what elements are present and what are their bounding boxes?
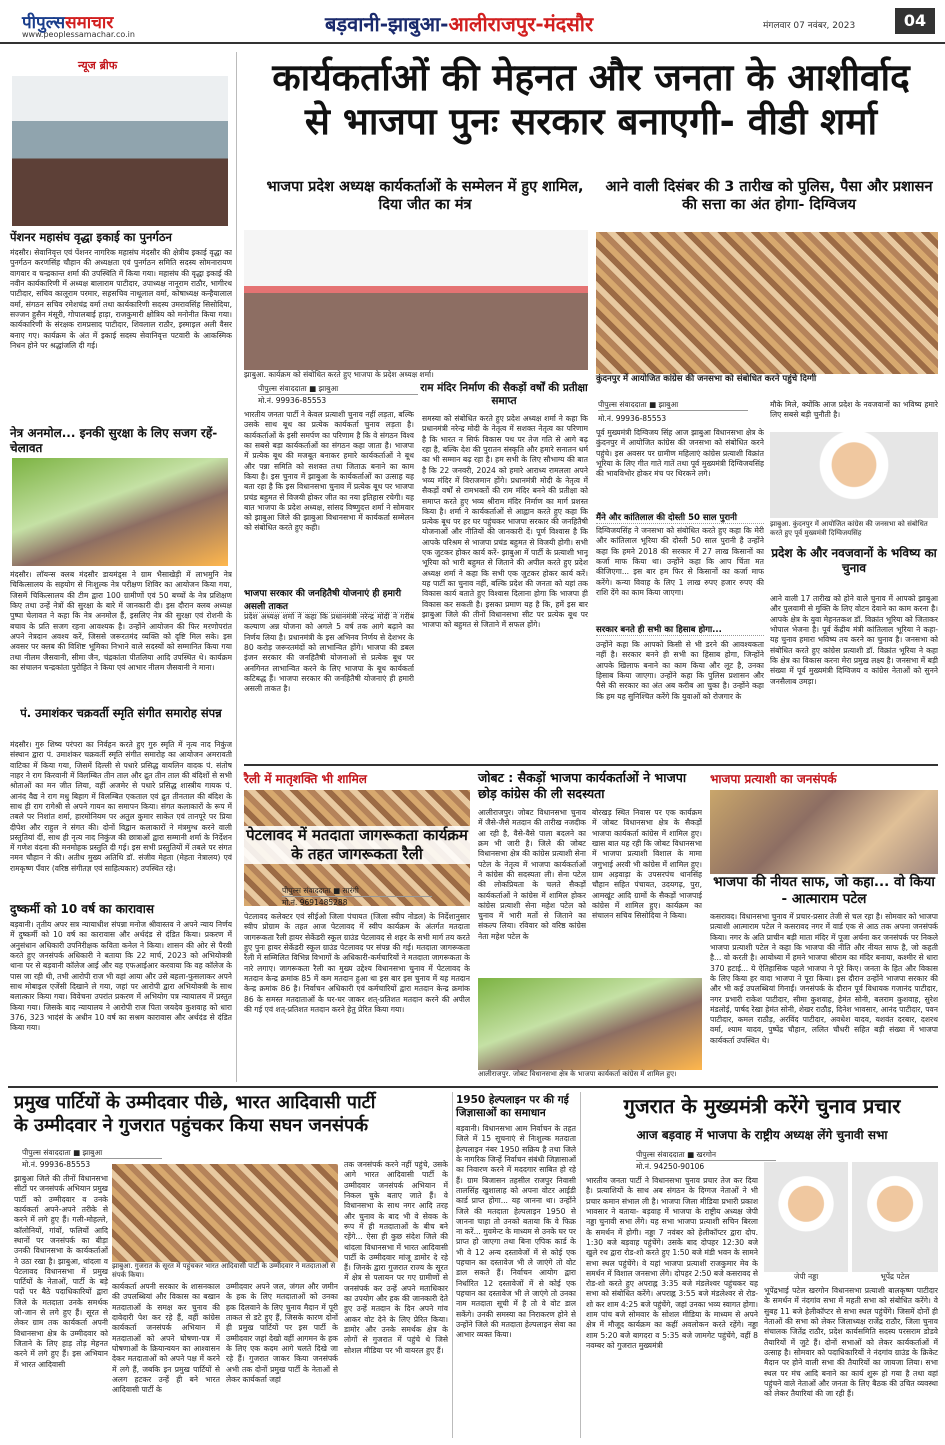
lead-left-text-3: समस्या को संबोधित करते हुए प्रदेश अध्यक्ष शर्मा ने कहा कि प्रधानमंत्री नरेन्द्र मोदी के नेतृत्व में सशक्त नेतृत्व का परिणाम है कि भारत न सिर्फ विकास पथ पर तेज गति से आगे बढ़ रहा है, बल्कि देश की पुरातन संस्कृति और हमारे सनातन धर्म का भी सम्मान बढ़ रहा है। हम सभी के लिए सौभाग्य की बात है कि 22 जनवरी, 2024 को हमारे आराध्य रामलला अपने भव्य मंदिर में विराजमान होंगे। प्रधानमंत्री मोदी के नेतृत्व में सैकड़ों वर्षों से रामभक्तों की राम मंदिर बनने की प्रतीक्षा को समाप्त करते हुए भव्य श्रीराम मंदिर निर्माण का मार्ग प्रशस्त किया है। शर्मा ने कार्यकर्ताओं से आह्वान करते हुए कहा कि प्रत्येक बूथ पर हर घर पहुंचकर भाजपा सरकार की जनहितैषी योजनाओं और नीतियों की जानकारी दें। पूर्ण विश्वास है कि आपके परिश्रम से भाजपा प्रचंड बहुमत से विजयी होगी। सभी एक जुटकर होकर कार्य करें- झाबुआ में पार्टी के प्रत्याशी भानू भूरिया को भारी बहुमत से जिताने की अपील करते हुए प्रदेश अध्यक्ष शर्मा ने कहा कि सभी एक जुटकर होकर कार्य करें। यह पार्टी का चुनाव नहीं, बल्कि प्रदेश की जनता को यहां तक विकास कार्य बताते हुए विश्वास दिलाना होगा कि भाजपा ही विकास कर सकती है। इसका प्रमाण यह है कि, हमें इस बार झाबुआ जिले की तीनों विधानसभा सीट पर प्रत्येक बूथ पर भाजपा को बहुमत से जिताने में सफल होंगे। <box>422 414 588 630</box>
brief1-title: पेंशनर महासंघ वृद्धा इकाई का पुनर्गठन <box>10 230 172 244</box>
edition-title: बड़वानी-झाबुआ-आलीराजपुर-मंदसौर <box>325 12 594 36</box>
rally-byline: पीपुल्स संवाददाता ■ सारंगी <box>282 886 432 897</box>
lead-right-mobile: मो.नं. 99936-85553 <box>598 414 667 423</box>
lead-right-side-text: आने वाली 17 तारीख को होने वाले चुनाव में आपको झाबुआ और पुलवामी से मुक्ति के लिए वोटन देवाने का काम करना है। आपके क्षेत्र के युवा मेहनतकश डॉ. विक्रांत भूरिया को जिताकर भोपाल भेजना है। पूर्व केंद्रीय मंत्री कांतिलाल भूरिया ने कहा- यह चुनाव हमारा भविष्य तय करने का चुनाव है। जनसभा को संबोधित करते हुए कांग्रेस प्रत्याशी डॉ. विक्रांत भूरिया ने कहा कि क्षेत्र का विकास करना मेरा प्रमुख लक्ष्य है। जनसभा में बड़ी संख्या में पूर्व मुख्यमंत्री दिग्विजय व कांग्रेस नेताओं को सुनने जनसैलाब उमड़ा। <box>770 594 938 686</box>
bjp-conference-photo <box>244 230 588 370</box>
page-number: 04 <box>895 8 935 34</box>
rally-headline: पेटलावद में मतदाता जागरूकता कार्यक्रम के तहत जागरूकता रैली <box>244 826 470 864</box>
adivasi-photo <box>112 1164 338 1262</box>
section-rule <box>244 764 938 766</box>
contact-photo <box>710 790 938 874</box>
jobat-text-2: बोरखड़ स्थित निवास पर एक कार्यक्रम में जोबट विधानसभा क्षेत्र के सैकड़ों भाजपा कार्यकर्ता कांग्रेस में शामिल हुए। खास बात यह रही कि जोबट विधानसभा में भाजपा प्रत्याशी विशाल के मामा जगुभाई अरवी भी कांग्रेस में शामिल हुए। ग्राम अड़वाड़ा के उपसरपंच थानसिंह चौहान सहित पंचायत, उदयगढ़, पुरा, आमखूंट आदि ग्रामों के सैकड़ों भाजपाई कांग्रेस में शामिल हुए। कार्यक्रम का संचालन सचिव सिसोदिया ने किया। <box>592 808 702 921</box>
nadda-caption: जेपी नड्डा <box>764 1272 848 1282</box>
lead-right-subhead: आने वाली दिसंबर की 3 तारीख को पुलिस, पैसा और प्रशासन की सत्ता का अंत होगा- दिग्विजय <box>605 179 933 214</box>
friendship-subheading: मैंने और कांतिलाल की दोस्ती 50 साल पुरानी <box>596 512 764 524</box>
gujarat-text-2: भूपेंद्रभाई पटेल खरगोन विधानसभा प्रत्याशी बालकृष्ण पाटीदार के समर्थन में नंदगांव सभा में महती सभा को संबोधित करेंगे। वे सुबह 11 बजे हेलीकॉप्टर से सभा स्थल पहुंचेंगे। जिसमें दोनों ही नेताओं की सभा को लेकर जिलाध्यक्ष राजेंद्र राठौर, जिला चुनाव संचालक जितेंद्र राठौर, प्रदेश कार्यसमिति सदस्य परसराम डोडवे तैयारियों में जुटे हैं। दोनों सभाओं को लेकर कार्यकर्ताओं में उत्साह है। सोमवार को पदाधिकारियों ने नंदगांव ग्राउंड के क्रिकेट मैदान पर होने वाली सभा की तैयारियों का जायजा लिया। सभा स्थल पर मंच आदि बनाने का कार्य शुरू हो गया है तथा वहां पहुंचने वाले नेताओं और जनता के लिए बैठक की उचित व्यवस्था को लेकर तैयारियां की जा रही हैं। <box>764 1286 938 1399</box>
brief1-text: मंदसौर। सेवानिवृत्त एवं पेंशनर नागरिक महासंघ मंदसौर की क्षेत्रीय इकाई वृद्धा का पुनर्गठन करणसिंह चौहान की अध्यक्षता एवं पुनर्गठन समिति सदस्य सोमनारायण वागवार व चन्द्रकान्त शर्मा की उपस्थिति में किया गया। महासंघ की वृद्धा इकाई की नवीन कार्यकारिणी में अध्यक्ष बालाराम पाटीदार, उपाध्यक्ष नानूराम राठौर, भागीरथ पाटीदार, सचिव कालूराम परमार, सहसचिव नाथूलाल वर्मा, कोषाध्यक्ष कन्हैयालाल वर्मा, संगठन सचिव रमेशचंद्र वर्मा तथा कार्यकारिणी सदस्य उमरावसिंह सिसोदिया, सज्जन हुसैन मंसूरी, गोपालबाई हाड़ा, राजकुमारी क्षोत्रिय को मनोनीत किया गया। कार्यकारिणी के संरक्षक रामप्रसाद पाटीदार, शिवलाल राठौर, इस्माइल अली वैसर बनाए गए। कार्यक्रम के अंत में इकाई सदस्य सेवानिवृत्त पटवारी के आकस्मिक निधन होने पर श्रद्धांजलि दी गई। <box>10 248 232 350</box>
lead-right-text-2: दिग्विजयसिंह ने जनसभा को संबोधित करते हुए कहा कि मेरी और कांतिलाल भूरिया की दोस्ती 50 साल पुरानी है उन्होंने कहा कि हमने 2018 की सरकार में 27 लाख किसानों का कर्जा माफ किया था। उन्होंने कहा कि आप चिंता मत कीजिएगा... इस बार हम फिर से किसानों का कर्जा माफ करेंगे। कन्या विवाह के लिए 1 लाख रुपए हजार रुपए की राशि देंगे का काम किया जाएगा। <box>596 526 764 597</box>
rally-text: पेटलावद कलेक्टर एवं सीईओ जिला पंचायत (जिला स्वीप नोडल) के निर्देशानुसार स्वीप प्रोग्राम के तहत आज पेटलावद में स्वीप कार्यक्रम के अंतर्गत मतदाता जागरूकता रैली हायर सेकेंडरी स्कूल ग्राउंड पेटलावद से शहर के सभी मार्ग तय करते हुए पुनः हायर सेकेंडरी स्कूल ग्राउंड पेटलावद पर संपन्न की गई। मतदाता जागरूकता रैली में सम्मिलित विभिन्न विभागों के अधिकारी-कर्मचारियों ने मतदाता जागरूकता के नारे लगाए। जागरूकता रैली का मुख्य उद्देश्य विधानसभा चुनाव में पेटलावद के मतदान केन्द्र क्रमांक 85 में कम मतदान हुआ था इस बार इस चुनाव में यह मतदान केन्द्र क्रमांक 86 है। निर्वाचन अधिकारी एवं कर्मचारियों द्वारा मतदान केन्द्र क्रमांक 86 के समस्त मतदाताओं के घर-घर जाकर शत्-प्रतिशत मतदान करने की अपील की गई एवं शत्-प्रतिशत मतदान करने हेतु प्रेरित किया गया। <box>244 912 470 1014</box>
rally-label: रैली में मातृशक्ति भी शामिल <box>244 772 367 786</box>
rally-mobile: मो.नं. 9691485288 <box>282 898 348 907</box>
nadda-photo <box>764 1162 848 1272</box>
jobat-headline: जोबट : सैकड़ों भाजपा कार्यकर्ताओं ने भाजपा छोड़ कांग्रेस की ली सदस्यता <box>478 770 687 801</box>
lead-left-text-2: प्रदेश अध्यक्ष शर्मा ने कहा कि प्रधानमंत्री नरेन्द्र मोदी ने गरीब कल्याण अन्न योजना को अगले 5 वर्ष तक आगे बढ़ाने का निर्णय लिया है। प्रधानमंत्री के इस अभिनव निर्णय से देशभर के 80 करोड़ जरूरतमंदों को लाभान्वित होंगे। भाजपा की डबल इंजन सरकार की जनहितैषी योजनाओं से प्रत्येक बूथ पर अनगिनत लाभान्वित करने के लिए भाजपा के बूथ कार्यकर्ता कटिबद्ध हैं। भाजपा सरकार की जनहितैषी योजनाएं ही हमारी असली ताकत है। <box>244 612 414 694</box>
jobat-photo-caption: आलीराजपुर. जोबट विधानसभा क्षेत्र के भाजपा कार्यकर्ता कांग्रेस में शामिल हुए। <box>478 1070 702 1079</box>
adivasi-byline: पीपुल्स संवाददाता ■ झाबुआ <box>22 1148 162 1159</box>
youth-future-subhead: प्रदेश के और नवजवानों के भविष्य का चुनाव <box>771 546 937 575</box>
adivasi-text-3: उम्मीदवार अपने जल, जंगल और जमीन के हक के लिए मतदाताओं को उनका हक दिलवाने के लिए चुनाव मैदान में पूरी ताकत से डटे हुए हैं, जिसके कारण दोनों ही प्रमुख पार्टियों पर इस पार्टी के उम्मीदवार जहां देखो वहीं आगमन के हक के लिए एक कदम आगे चलते दिखे जा रहे हैं। गुजरात जाकर किया जनसंपर्क अभी तक दोनों प्रमुख पार्टी के नेताओं से लेकर कार्यकर्ता जहां <box>226 1282 338 1384</box>
adivasi-headline: प्रमुख पार्टियों के उम्मीदवार पीछे, भारत आदिवासी पार्टी के उम्मीदवार ने गुजरात पहुंचकर किया सघन जनसंपर्क <box>14 1092 376 1136</box>
lead-left-byline: पीपुल्स संवाददाता ■ झाबुआ <box>258 384 418 395</box>
brief3-title: पं. उमाशंकर चक्रवर्ती स्मृति संगीत समारोह संपन्न <box>20 706 222 720</box>
gujarat-mobile: मो.नं. 94250-90106 <box>636 1162 705 1171</box>
gujarat-headline: गुजरात के मुख्यमंत्री करेंगे चुनाव प्रचार <box>623 1094 901 1118</box>
helpline-text: बड़वानी। विधानसभा आम निर्वाचन के तहत जिले में 15 सूचनाएं से निःशुल्क मतदाता हेल्पलाइन नंबर 1950 सक्रिय है तथा जिले के नागरिक जिन्हें निर्वाचन संबंधी जिज्ञासाओं का निवारण करने में मददगार साबित हो रहे हैं। ग्राम बिजासन तहसील राजपुर निवासी तालसिंह खुशालाह को अपना वोटर आईडी कार्ड प्राप्त होगा... यह जानना था। उन्होंने जिले की मतदाता हेल्पलाइन 1950 से जानना चाहा तो उनको बताया कि वे फिक्र ना करें... मुवमेन्ट के माध्यम से उनके घर पर प्राप्त हो जाएगा तथा बिना एपिक कार्ड के भी वे 12 अन्य दस्तावेजों में से कोई एक पहचान का दस्तावेज भी ले जाएंगे तो वोट डाल सकते हैं। निर्वाचन आयोग द्वारा निर्धारित 12 दस्तावेजों में से कोई एक पहचान का दस्तावेज भी ले जाएंगे तो उनका नाम मतदाता सूची में है तो वे वोट डाल सकेंगे। उनकी समस्या का निराकरण होने से उन्होंने जिले की मतदाता हेल्पलाइन सेवा का आभार व्यक्त किया। <box>456 1124 576 1340</box>
adivasi-text-2: कार्यकर्ता अपनी सरकार के शासनकाल की उपलब्धियां और विकास का बखान मतदाताओं के समक्ष कर चुनाव की दावेदारी पेश कर रहे हैं, वहीं कांग्रेस कार्यकर्ता जनसंपर्क अभियान में मतदाताओं को अपने घोषणा-पत्र में घोषणाओं के क्रियान्वयन का आश्वासन देकर मतदाताओं को अपने पक्ष में करने में लगे हैं, जबकि इन प्रमुख पार्टियों से अलग हटकर उन्हें ही बने भारत आदिवासी पार्टी के <box>112 1282 220 1395</box>
jobat-text-1: आलीराजपुर। जोबट विधानसभा चुनाव में जैसे-जैसे मतदान की तारीख नजदीक आ रही है, वैसे-वैसे पाला बदलने का क्रम भी जारी है। जिले की जोबट विधानसभा क्षेत्र की कांग्रेस प्रत्याशी सेना पटेल के नेतृत्व में भाजपा कार्यकर्ताओं ने कांग्रेस की सदस्यता ली। सेना पटेल की लोकप्रियता के चलते सैकड़ों कार्यकर्ताओं ने कांग्रेस में शामिल होकर कांग्रेस प्रत्याशी सेना महेश पटेल को चुनाव में भारी मतों से जिताने का संकल्प लिया। रविवार को वरिष्ठ कांग्रेस नेता महेश पटेल के <box>478 808 586 941</box>
column-divider-bottom-2 <box>580 1092 581 1438</box>
gujarat-subhead: आज बड़वाह में भाजपा के राष्ट्रीय अध्यक्ष लेंगे चुनावी सभा <box>636 1128 888 1142</box>
lead-right-text-1: पूर्व मुख्यमंत्री दिग्विजय सिंह आज झाबुआ विधानसभा क्षेत्र के कुंदनपुर में आयोजित कांग्रेस की जनसभा को संबोधित करने पहुंचे। इस अवसर पर ग्रामीण महिलाएं कांग्रेस प्रत्याशी विक्रांत भूरिया के लिए गीत गाते गातें तथा पूर्व मुख्यमंत्री दिग्विजयसिंह की भावविभोर होकर मंच पर थिरकने लगे। <box>596 428 764 479</box>
jobat-photo <box>478 978 702 1070</box>
lead-left-mobile: मो.नं. 99936-85553 <box>258 396 327 405</box>
issue-date: मंगलवार 07 नवंबर, 2023 <box>763 21 856 31</box>
brief4-title: दुष्कर्मी को 10 वर्ष का कारावास <box>10 902 154 916</box>
bhupendra-patel-photo <box>852 1162 938 1272</box>
digvijay-photo <box>770 432 938 518</box>
gujarat-text-1: भारतीय जनता पार्टी ने विधानसभा चुनाव प्रचार तेज कर दिया है। प्रत्याशियों के साथ अब संगठन के दिग्गज नेताओं ने भी प्रचार कमान संभाल ली है। भाजपा जिला मीडिया प्रभारी प्रकाश भावसार ने बताया- बड़वाह में भाजपा के राष्ट्रीय अध्यक्ष जेपी नड्डा चुनावी सभा लेंगे। यह सभा भाजपा प्रत्याशी सचिन बिरला के समर्थन में होगी। नड्डा 7 नवंबर को हेलीकॉप्टर द्वारा दोप. 1:30 बजे बड़वाह पहुंचेंगे। उसके बाद दोपहर 12:30 बजे खुले रथ द्वारा रोड-शो करते हुए 1:50 बजे मंडी भवन के सामने सभा स्थल पहुंचेंगे। वे यहां भाजपा प्रत्याशी राजकुमार मेव के समर्थन में विशाल जनसभा लेंगे। दोपहर 2:50 बजे कसरावद से रोड-शो करते हुए अपराह्न 3:35 बजे मंडलेश्वर पहुंचकर यह सभा को संबोधित करेंगे। अपराह्न 3:55 बजे मंडलेश्वर से रोड-शो कर शाम 4:25 बजे पहुंचेंगे, जहां उनका भव्य स्वागत होगा। शाम पांच बजे सोमवार के सोशल मीडिया के माध्यम से अपने क्षेत्र में मौजूद कार्यक्रम का कहीं अवलोकन करते रहेंगे। नड्डा शाम 5:20 बजे बागदरा व 5:35 बजे जामगेट पहुंचेंगे, वहीं 8 नवम्बर को गुजरात मुख्यमंत्री <box>586 1176 758 1350</box>
lead-headline: कार्यकर्ताओं की मेहनत और जनता के आशीर्वाद से भाजपा पुनः सरकार बनाएगी- वीडी शर्मा <box>272 56 910 143</box>
helpline-headline: 1950 हेल्पलाइन पर की गई जिज्ञासाओं का समाधान <box>456 1094 569 1120</box>
adivasi-text-1: झाबुआ जिले की तीनों विधानसभा सीटों पर जनसंपर्क अभियान प्रमुख पार्टी को उम्मीदवार व उनके कार्यकर्ता अपने-अपने तरीके से करने में लगे हुए हैं। गली-मोहल्ले, कॉलोनियों, गांवों, फलियों आदि स्थानों पर जनसंपर्क का बीड़ा उनकी विधानसभा के कार्यकर्ताओं ने उठा रखा है। झाबुआ, थांदला व पेटलावद विधानसभा में प्रमुख पार्टियों के नेताओं, पार्टी के बड़े पदों पर बैठे पदाधिकारियों द्वारा जिले के मतदाता उनके समर्थक जो-जान से लगे हुए हैं। सूरत से लेकर ग्राम तक कार्यकर्ता अपनी विधानसभा क्षेत्र के उम्मीदवार को जिताने के लिए हाड़ तोड़ मेहनत करने में लगे हुए हैं। इस अभियान में भारत आदिवासी <box>14 1174 108 1369</box>
column-divider <box>236 52 237 1082</box>
column-divider-bottom-1 <box>452 1092 453 1438</box>
contact-text: कसरावद। विधानसभा चुनाव में प्रचार-प्रसार तेजी से चल रहा है। सोमवार को भाजपा प्रत्याशी आत्माराम पटेल ने कसरावद नगर में वार्ड एक से आठ तक अपना जनसंपर्क किया। नगर के अति प्राचीन बड़ी माता मंदिर में पूजा अर्चना कर जनसंपर्क पर निकले भाजपा प्रत्याशी पटेल ने कहा कि भाजपा की नीति और नीयत साफ है, जो कहती है... वो करती है। आयोध्या में हमने भाजपा श्रीराम का मंदिर बनाया, कश्मीर से धारा 370 हटाई... ये ऐतिहासिक पहले भाजपा ने पूरे किए। जनता के हित और विकास के लिए किया हर वादा भाजपा ने पूरा किया। इस दौरान उन्होंने भाजपा सरकार की और भी कई उपलब्धियां गिनाईं। जनसंपर्क के दौरान पूर्व विधायक गजानंद पाटीदार, नगर प्रभारी राकेश पाटीदार, सीमा कुशवाह, हेमंत सोनी, बलराम कुशवाह, सुरेश मंडलोई, पार्षद रेखा हेमंत सोनी, शेखर राठौड़, दिनेश भावसार, आनंद पाटीदार, पवन पाटीदार, कमल राठौड़, अरविंद पाटीदार, अवधेश यादव, यशवंत दरबार, दशरथ वर्मा, श्याम यादव, पुष्पेंद्र चौहान, ललित चौधरी सहित बड़ी संख्या में भाजपा कार्यकर्ता उपस्थित थे। <box>710 912 938 1045</box>
bottom-section-rule <box>8 1086 938 1088</box>
adivasi-mobile: मो.नं. 99936-85553 <box>22 1160 91 1169</box>
congress-photo-caption: कुंदनपुर में आयोजित कांग्रेस की जनसभा को संबोधित करने पहुंचे दिग्गी <box>596 374 938 385</box>
bhupendra-caption: भूपेंद्र पटेल <box>852 1272 938 1282</box>
brief2-title: नेत्र अनमोल... इनकी सुरक्षा के लिए सजग रहें- चेलावत <box>10 426 218 455</box>
bjp-photo-caption: झाबुआ. कार्यक्रम को संबोधित करते हुए भाजपा के प्रदेश अध्यक्ष शर्मा। <box>244 370 588 380</box>
lead-right-byline: पीपुल्स संवाददाता ■ झाबुआ <box>598 400 748 411</box>
pensioner-photo <box>12 76 228 226</box>
accounts-subheading: सरकार बनते ही सभी का हिसाब होगा... <box>596 624 764 636</box>
brief4-text: बड़वानी। तृतीय अपर सत्र न्यायाधीश संपन्ना मनोज श्रीवास्तव ने अपने न्याय निर्णय में दुष्कर्मी को 10 वर्ष का कारावास और अर्थदंड से दंडित किया। प्रकरण में अनुसंधान अधिकारी उपनिरीक्षक कविता कनेल ने किया। शासन की ओर से पैरवी करते हुए जनसंपर्क अधिकारी ने बताया कि 22 मार्च, 2023 को अभियोक्त्री थाना पर से बड़वानी कॉलेज आई और यह एफआईआर करवाया कि वह कॉलेज के पास जा रही थी, तभी आरोपी राज भी वहां आया और उसे बहला-फुसलाकर अपने साथ मोबाइल एजेंसी दिखाने ले गया, जहां पर आरोपी द्वारा अभियोक्त्री के साथ बलात्कार किया गया। विवेचना उपरांत प्रकरण में अभियोग पत्र न्यायालय में प्रस्तुत किया गया। जिसके बाद न्यायालय ने आरोपी राज पिता जयदेव कुशवाह को धारा 376, 323 भादंसं के अधीन 10 वर्ष का सश्रम कारावास और अर्थदंड से दंडित किया गया। <box>10 920 232 1033</box>
congress-rally-photo <box>596 232 938 374</box>
website-url: www.peoplessamachar.co.in <box>22 30 135 39</box>
brief2-text: मंदसौर। लॉयन्स क्लब मंदसौर डायमंड्स ने ग्राम भैसाखेड़ी में लाभमुनि नेत्र चिकित्सालय के सहयोग से निःशुल्क नेत्र परीक्षण शिविर का आयोजन किया गया, जिसमें चिकित्सालय की टीम द्वारा 100 ग्रामीणों एवं 50 बच्चों के नेत्र प्रशिक्षण किए तथा उन्हें नेत्रों की सुरक्षा के बारे में जानकारी दी। इस दौरान क्लब अध्यक्ष पुष्पा चेलावत ने कहा कि नेत्र अनमोल हैं, इसलिए नेत्र की सुरक्षा एवं रोशनी के बचाव के प्रति सजग रहना आवश्यक है। उन्होंने आयोजन की फिर मरणोपरांत अपने नेत्रदान अवश्य करें, जिससे जरूरतमंद व्यक्ति को दृष्टि मिल सके। इस अवसर पर क्लब की विशिष्ट भूमिका निभाने वाले सदस्यों को सम्मानित किया गया तथा नीलम जैसवानी, सीमा जैन, चंद्रकांता पीतलिया आदि उपस्थित थे। कार्यक्रम का संचालन चन्द्रकांता पुरोहित ने किया एवं आभार नीलम जैसवानी ने माना। <box>10 570 232 672</box>
lead-left-subhead: भाजपा प्रदेश अध्यक्ष कार्यकर्ताओं के सम्मेलन में हुए शामिल, दिया जीत का मंत्र <box>266 179 584 214</box>
brief3-text: मंदसौर। गुरु शिष्य परंपरा का निर्वहन करते हुए गुरु स्मृति में नृत्य नाद निकुंज संस्थान द्वारा पं. उमाशंकर चक्रवर्ती स्मृति संगीत समारोह का आयोजन अमरावती वाटिका में किया गया, जिसमें दिल्ली से पधारे प्रसिद्ध वायलिन वादक पं. संतोष नाहर ने राग किरवानी में विलम्बित तीन ताल और द्रुत तीन ताल की बंदिशों से सभी श्रोताओं का मन जीत लिया, वहीं अजमेर से पधारे प्रसिद्ध शास्त्रीय गायक पं. आनंद वैद्य ने राग मधु बिहाग में विलम्बित एकताल एवं द्रुत तीनताल की बंदिश के साथ ही राग रागेश्री से अपने गायन का समापन किया। संगत कलाकारों के रूप में तबले पर निशांत शर्मा, हारमोनियम पर अतुल कुमार साकेत एवं तानपूरे पर प्रिया दीपेश और राहुल ने संगत की। दोनों विद्वान कलाकारों ने मंत्रमुग्ध करने वाली प्रस्तुतियां दीं, साथ ही नृत्य नाद निकुंज की छात्राओं द्वारा सम्मानी शर्मा के निर्देशन में गणेश वंदना की मनमोहक प्रस्तुति दी गई। इस सभी प्रस्तुतियों में तबले पर संगत नमन चौहान ने की। अतीथ मुख्य अतिथि डॉ. संजीव मेहता (मेहता नेत्रालय) एवं रामकृष्ण पँवार (वरिष्ठ संगीतज्ञ एवं साहित्यकार) उपस्थित रहे। <box>10 740 232 873</box>
digvijay-photo-caption: झाबुआ. कुंदनपुर में आयोजित कांग्रेस की जनसभा को संबोधित करते हुए पूर्व मुख्यमंत्री दिग्विजयसिंह <box>770 520 938 538</box>
adivasi-text-4: तक जनसंपर्क करने नहीं पहुंचे, उसके आगे भारत आदिवासी पार्टी के उम्मीदवार जनसंपर्क अभियान में निकल चुके बताए जाते हैं। वे विधानसभा के साथ नगर आदि तरह और चुनाव के बाद भी वे सेवक के रूप में ही मतदाताओं के बीच बने रहेंगे... ऐसा ही कुछ संदेश जिले की थांदला विधानसभा में भारत आदिवासी पार्टी के उम्मीदवार मांजू डामोर दे रहे हैं। जिनके द्वारा गुजरात राज्य के सूरत में क्षेत्र से पलायन पर गए ग्रामीणों से जनसंपर्क कर उन्हें अपने मताधिकार का उपयोग और हक की जानकारी देते हुए उन्हें मतदान के दिन अपने गांव आकर वोट देने के लिए प्रेरित किया। डामोर और उनके समर्थक क्षेत्र के लोगों से गुजरात में पहुंचे थे जिसे सोशल मीडिया पर भी वायरल हुए हैं। <box>344 1160 448 1355</box>
newspaper-logo: पीपुल्ससमाचार <box>22 13 114 33</box>
news-brief-column <box>8 52 232 932</box>
news-brief-label: न्यूज ब्रीफ <box>78 59 118 72</box>
lead-left-subheading: भाजपा सरकार की जनहितैषी योजनाएं ही हमारी असली ताकत <box>244 586 414 613</box>
masthead <box>0 0 945 44</box>
lead-right-text-3: उन्होंने कहा कि आपको किसी से भी डरने की आवश्यकता नहीं है। सरकार बनने ही सभी का हिसाब होगा, जिन्होंने आपके खिलाफ बनाने का काम किया और लूट है, उनका हिसाब किया जाएगा। उन्होंने कहा कि पुलिस प्रशासन और पैसे की सरकार का अंत अब करीब आ चुका है। उन्होंने कहा कि हम यह सुनिश्चित करेंगे कि युवाओं को रोजगार के <box>596 640 764 701</box>
lead-left-text-1: भारतीय जनता पार्टी ने केवल प्रत्याशी चुनाव नहीं लड़ता, बल्कि उसके साथ बूथ का प्रत्येक कार्यकर्ता चुनाव लड़ता है। कार्यकर्ताओं के इसी समर्पण का परिणाम है कि वे संगठन विश्व का सबसे बड़ा कार्यकर्ताओं का संगठन कहा जाता है। भाजपा में प्रत्येक बूथ की मजबूत बनाकर हमारे कार्यकर्ताओं ने बूथ और पन्ना समिति को सशक्त तथा जिताऊ बनाने का काम किया है। इस चुनाव में झाबुआ के कार्यकर्ताओं का उत्साह यह बता रहा है कि इस विधानसभा चुनाव में प्रत्येक बूथ पर भाजपा प्रचंड बहुमत से विजयी होकर जीत का नया इतिहास रचेगी। यह बात भाजपा के प्रदेश अध्यक्ष, सांसद विष्णुदत्त शर्मा ने सोमवार को झाबुआ जिले की झाबुआ विधानसभा में कार्यकर्ता सम्मेलन को संबोधित करते हुए कही। <box>244 410 414 533</box>
adivasi-photo-caption: झाबुआ. गुजरात के सूरत में पहुंचकर भारत आदिवासी पार्टी के उम्मीदवार ने मतदाताओं से संपर्क किया। <box>112 1262 338 1280</box>
lead-right-side-top: मौके मिले, क्योंकि आज प्रदेश के नवजवानों का भविष्य हमारे लिए सबसे बड़ी चुनौती है। <box>770 400 938 420</box>
eye-camp-photo <box>12 458 228 566</box>
ram-mandir-subhead: राम मंदिर निर्माण की सैकड़ों वर्षों की प्रतीक्षा समाप्त <box>420 382 588 408</box>
contact-headline: भाजपा की नीयत साफ, जो कहा... वो किया - आत्माराम पटेल <box>713 874 935 907</box>
contact-label: भाजपा प्रत्याशी का जनसंपर्क <box>710 772 837 786</box>
gujarat-byline: पीपुल्स संवाददाता ■ खरगोन <box>636 1150 776 1161</box>
